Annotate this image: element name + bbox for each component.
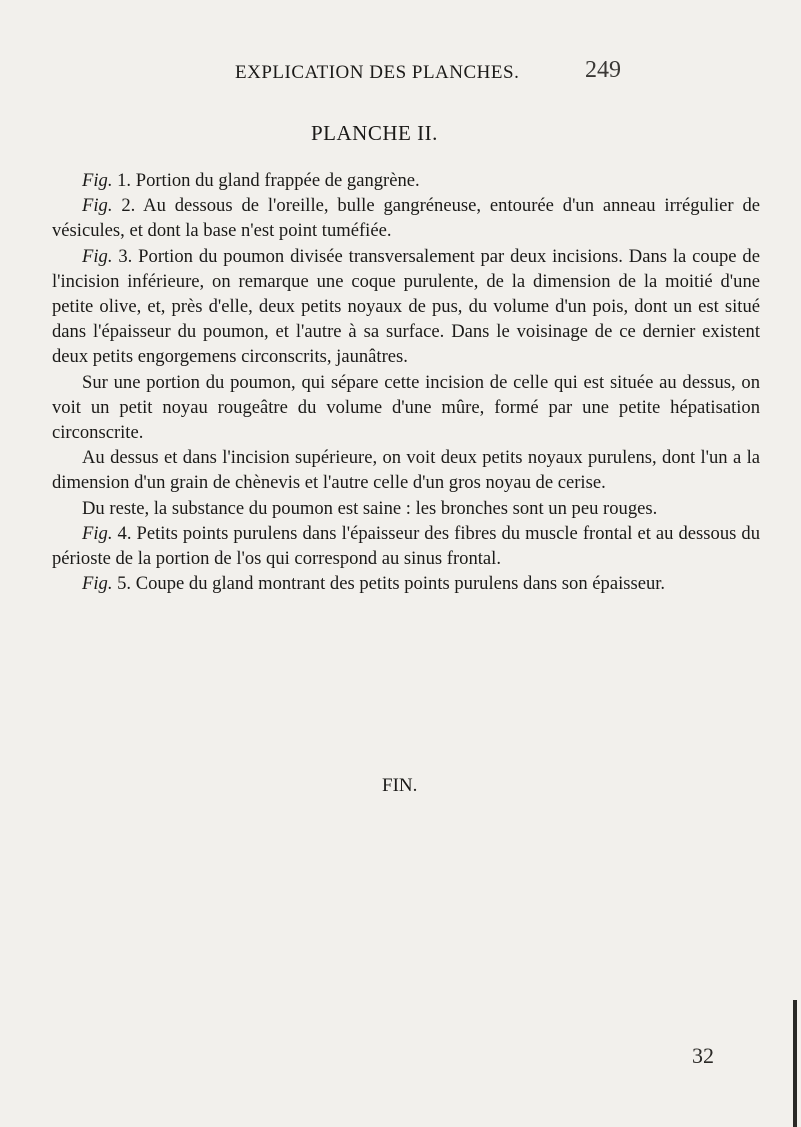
paragraph-fig-5 — [52, 571, 760, 596]
paragraph-text: Sur une portion du poumon, qui sépare cette incision de celle qui est située au dessus, on voit un petit noyau rougeâtre du volume d'une mûre, formé par une petite hépatisation circonscrite. — [52, 371, 760, 444]
paragraph-text: Du reste, la substance du poumon est saine : les bronches sont un peu rouges. — [82, 497, 658, 519]
end-mark: FIN. — [382, 775, 418, 796]
fig-label: Fig. — [82, 170, 113, 191]
fig-label: Fig. — [82, 195, 113, 217]
paragraph-fig-3-cont-3 — [52, 496, 760, 521]
fig-label: Fig. — [82, 245, 113, 267]
plate-explanation — [52, 168, 760, 596]
paragraph-text: 4. Petits points purulens dans l'épaisseur des fibres du muscle frontal et au dessous du périoste de la portion de l'os qui correspond au sinus frontal. — [52, 522, 760, 570]
paragraph-fig-1 — [52, 168, 760, 193]
paragraph-fig-3-cont-2 — [52, 445, 760, 495]
page-number: 249 — [585, 57, 621, 83]
plate-title: PLANCHE II. — [311, 121, 438, 145]
paragraph-text: 3. Portion du poumon divisée transversalement par deux incisions. Dans la coupe de l'incision inférieure, on remarque une coque purulente, de la dimension de la moitié d'une petite olive, et, près d'elle, deux petits noyaux de pus, du volume d'un pois, dont un est situé dans l'épaisseur du poumon, et l'autre à sa surface. Dans le voisinage de ce dernier existent deux petits engorgemens circonscrits, jaunâtres. — [52, 245, 760, 368]
signature-mark: 32 — [692, 1043, 714, 1068]
page-edge-shadow — [793, 1000, 797, 1127]
paragraph-text: 2. Au dessous de l'oreille, bulle gangréneuse, entourée d'un anneau irrégulier de vésicules, et dont la base n'est point tuméfiée. — [52, 195, 760, 242]
fig-label: Fig. — [82, 573, 113, 595]
paragraph-fig-4 — [52, 521, 760, 571]
paragraph-fig-3-cont-1 — [52, 370, 760, 446]
paragraph-fig-2 — [52, 193, 760, 243]
paragraph-fig-3 — [52, 244, 760, 370]
running-head: EXPLICATION DES PLANCHES. — [235, 62, 520, 83]
paragraph-text: 1. Portion du gland frappée de gangrène. — [112, 170, 420, 191]
paragraph-text: 5. Coupe du gland montrant des petits points purulens dans son épaisseur. — [112, 573, 666, 595]
fig-label: Fig. — [82, 522, 113, 544]
paragraph-text: Au dessus et dans l'incision supérieure, on voit deux petits noyaux purulens, dont l'un a la dimension d'un grain de chènevis et l'autre celle d'un gros noyau de cerise. — [52, 447, 760, 494]
